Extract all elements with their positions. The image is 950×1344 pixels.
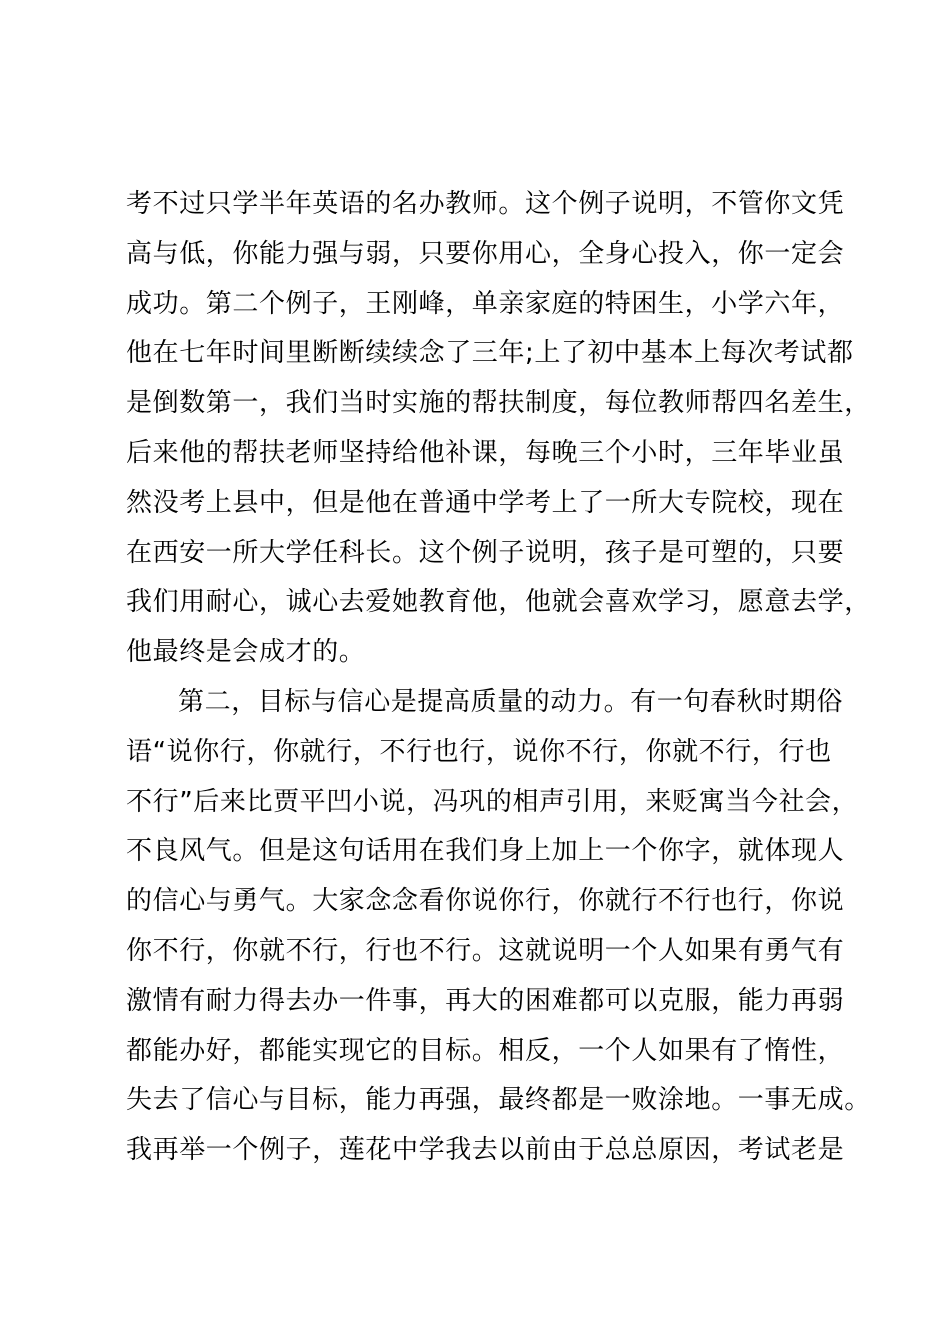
text-line: 考不过只学半年英语的名办教师。这个例子说明，不管你文凭 [126,189,845,219]
text-line: 失去了信心与目标，能力再强，最终都是一败涂地。一事无成。 [126,1085,871,1116]
text-line: 不良风气。但是这句话用在我们身上加上一个你字，就体现人 [126,836,845,867]
text-line: 他最终是会成才的。 [126,637,366,668]
text-line: 然没考上县中，但是他在普通中学考上了一所大专院校，现在 [126,487,845,518]
text-line: 你不行，你就不行，行也不行。这就说明一个人如果有勇气有 [126,935,845,966]
paragraph-start-line: 第二，目标与信心是提高质量的动力。有一句春秋时期俗 [178,686,844,717]
text-line: 我们用耐心，诚心去爱她教育他，他就会喜欢学习，愿意去学， [126,587,871,618]
body-text [126,180,871,1176]
text-line: 激情有耐力得去办一件事，再大的困难都可以克服，能力再弱 [126,985,845,1016]
text-line: 的信心与勇气。大家念念看你说你行，你就行不行也行，你说 [126,886,845,917]
text-line: 成功。第二个例子，王刚峰，单亲家庭的特困生，小学六年， [126,288,845,319]
text-line: 后来他的帮扶老师坚持给他补课，每晚三个小时，三年毕业虽 [126,437,845,468]
text-line: 高与低，你能力强与弱，只要你用心，全身心投入，你一定会 [126,238,845,269]
text-line: 在西安一所大学任科长。这个例子说明，孩子是可塑的，只要 [126,537,845,568]
text-line: 都能办好，都能实现它的目标。相反，一个人如果有了惰性， [126,1035,845,1066]
text-line: 不行”后来比贾平凹小说，冯巩的相声引用，来贬寓当今社会， [126,786,859,817]
text-line: 语“说你行，你就行，不行也行，说你不行，你就不行，行也 [126,736,832,767]
text-line: 他在七年时间里断断续续念了三年;上了初中基本上每次考试都 [126,338,854,369]
text-line: 是倒数第一，我们当时实施的帮扶制度，每位教师帮四名差生， [126,388,871,419]
text-line: 我再举一个例子，莲花中学我去以前由于总总原因，考试老是 [126,1135,845,1166]
